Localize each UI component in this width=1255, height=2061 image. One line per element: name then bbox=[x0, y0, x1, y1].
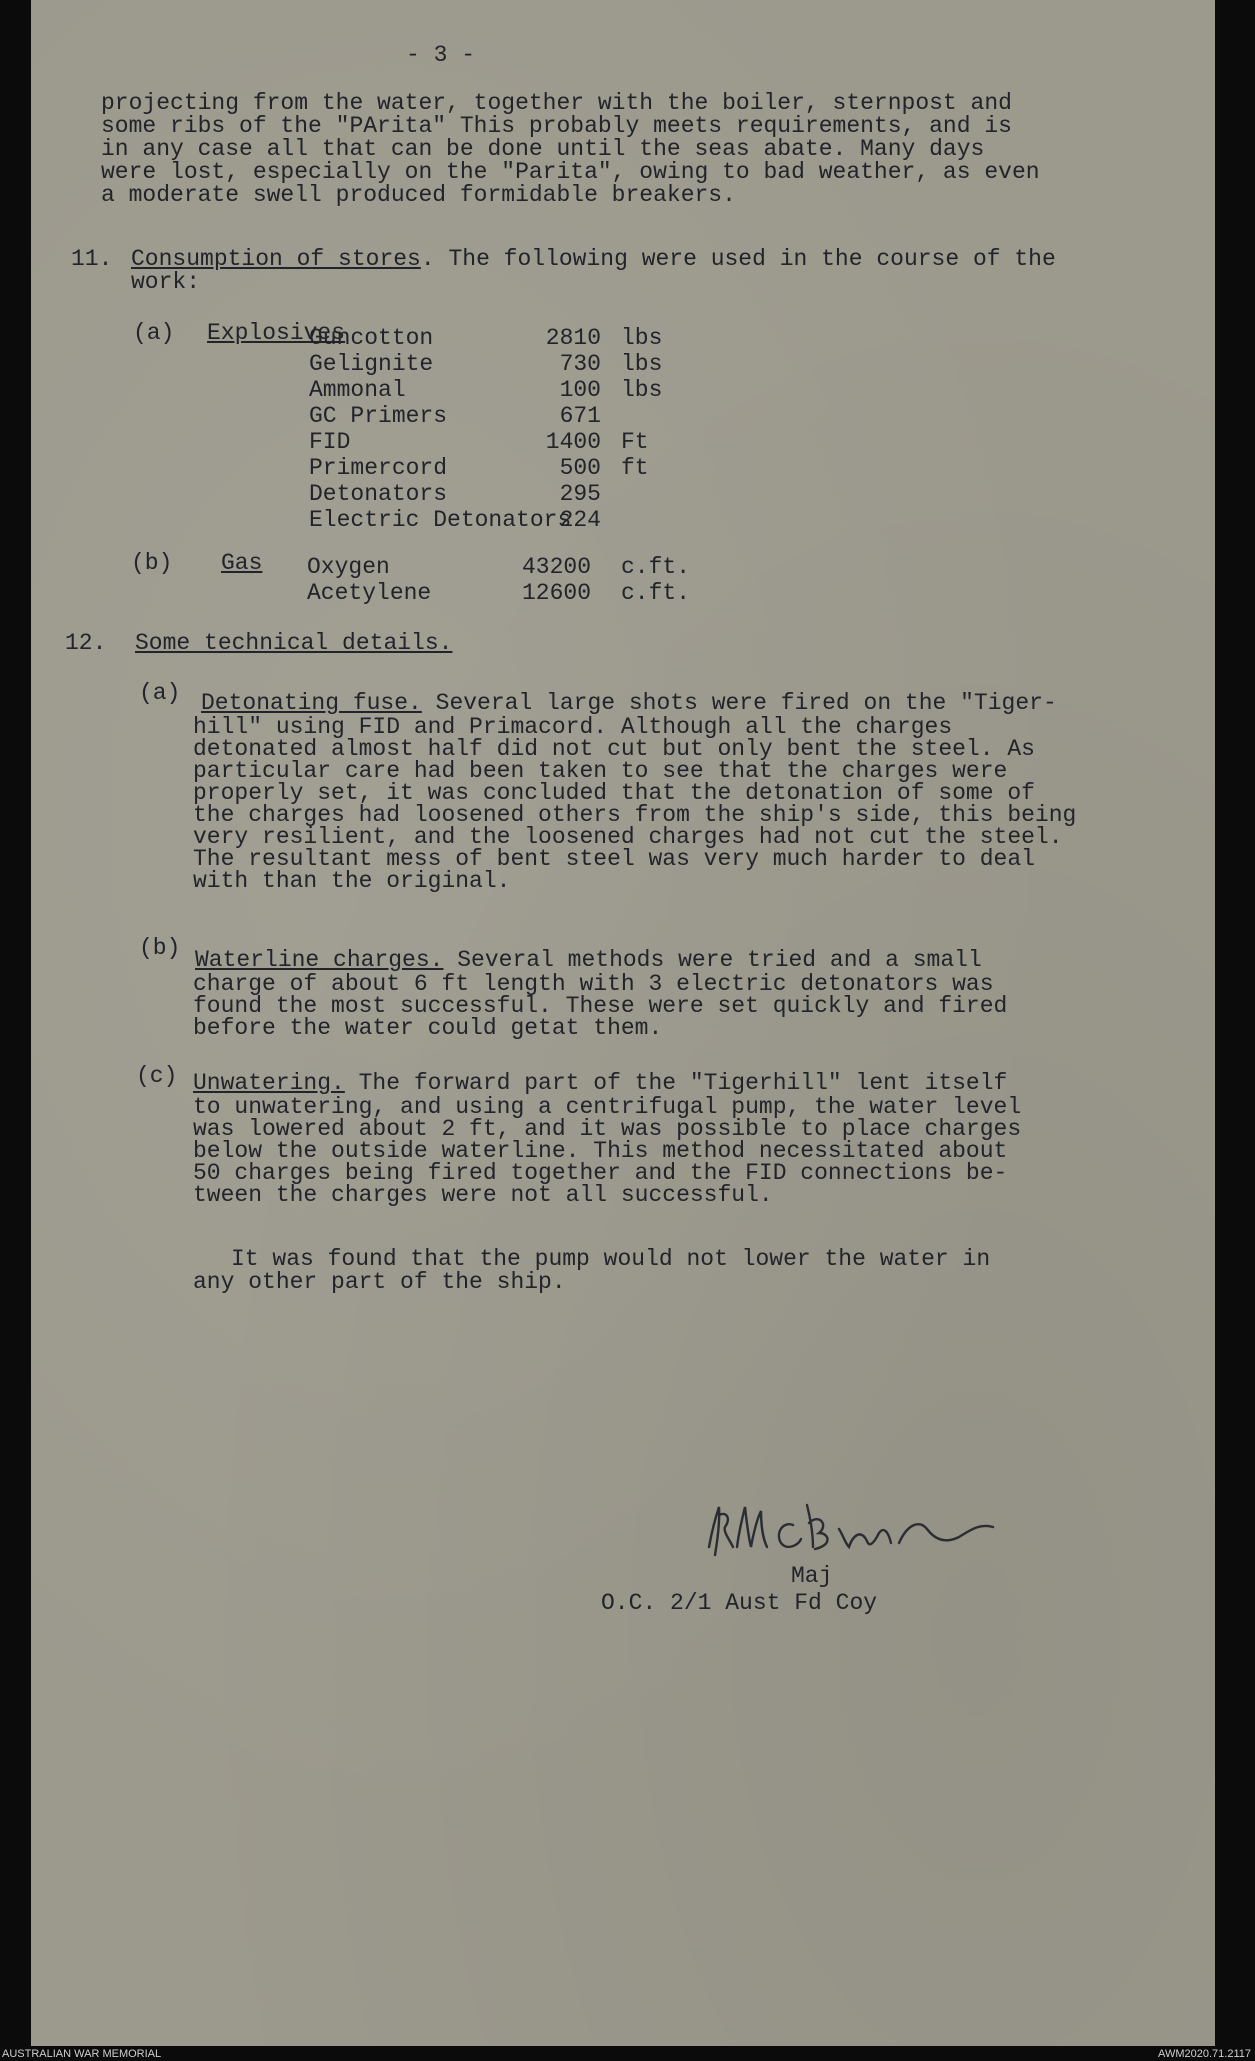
signature-rank: Maj bbox=[791, 1563, 833, 1589]
explosives-label: Explosives bbox=[207, 320, 346, 346]
item-a-line: very resilient, and the loosened charges had not cut the steel. bbox=[193, 824, 1063, 850]
item-b-line: found the most successful. These were set quickly and fired bbox=[193, 993, 1008, 1019]
explosive-item-qty: 1400 bbox=[545, 429, 601, 455]
explosive-item-qty: 671 bbox=[559, 403, 601, 429]
section-11-heading-tail: . The following were used in the course of the bbox=[420, 246, 1056, 272]
item-a-first-line bbox=[201, 690, 1057, 716]
gas-item-name: Oxygen bbox=[307, 554, 390, 580]
item-b-line: before the water could getat them. bbox=[193, 1015, 663, 1041]
explosive-item-qty: 730 bbox=[559, 351, 601, 377]
item-a-line: particular care had been taken to see that the charges were bbox=[193, 758, 1008, 784]
item-a-line: the charges had loosened others from the ship's side, this being bbox=[193, 802, 1077, 828]
intro-line: projecting from the water, together with the boiler, sternpost and bbox=[101, 90, 1012, 116]
intro-line: a moderate swell produced formidable breakers. bbox=[101, 182, 736, 208]
item-c-letter: (c) bbox=[136, 1063, 178, 1089]
intro-line: were lost, especially on the "Parita", owing to bad weather, as even bbox=[101, 159, 1040, 185]
explosive-item-qty: 224 bbox=[559, 507, 601, 533]
intro-line: some ribs of the "PArita" This probably meets requirements, and is bbox=[101, 113, 1012, 139]
explosive-item-name: GC Primers bbox=[309, 403, 448, 429]
explosive-item-unit: lbs bbox=[621, 351, 663, 377]
explosive-item-name: FID bbox=[309, 429, 351, 455]
item-b-first-line bbox=[195, 947, 982, 973]
document-page bbox=[31, 0, 1215, 2046]
gas-item-qty: 12600 bbox=[521, 580, 591, 606]
gas-item-qty: 43200 bbox=[521, 554, 591, 580]
handwritten-signature bbox=[703, 1485, 1083, 1575]
item-a-line: with than the original. bbox=[193, 868, 511, 894]
intro-line: in any case all that can be done until the seas abate. Many days bbox=[101, 136, 985, 162]
item-b-title: Waterline charges. bbox=[195, 947, 444, 973]
explosive-item-name: Electric Detonators bbox=[309, 507, 572, 533]
explosive-item-unit: Ft bbox=[621, 429, 649, 455]
footer-reference: AWM2020.71.2117 bbox=[1158, 2048, 1251, 2060]
gas-item-unit: c.ft. bbox=[621, 554, 691, 580]
explosive-item-unit: ft bbox=[621, 455, 649, 481]
item-a-title: Detonating fuse. bbox=[201, 690, 422, 716]
section-12-number: 12. bbox=[65, 630, 107, 656]
section-11-heading-line bbox=[131, 246, 1056, 272]
explosive-item-name: Ammonal bbox=[309, 377, 406, 403]
item-a-first-tail: Several large shots were fired on the "Tiger- bbox=[421, 690, 1057, 716]
explosive-item-name: Primercord bbox=[309, 455, 448, 481]
item-c-line: to unwatering, and using a centrifugal pump, the water level bbox=[193, 1094, 1022, 1120]
explosives-letter: (a) bbox=[133, 320, 175, 346]
explosive-item-qty: 295 bbox=[559, 481, 601, 507]
section-11-heading: Consumption of stores bbox=[131, 246, 421, 272]
explosive-item-qty: 500 bbox=[559, 455, 601, 481]
closing-line: any other part of the ship. bbox=[193, 1269, 566, 1295]
gas-label: Gas bbox=[221, 550, 263, 576]
item-c-line: below the outside waterline. This method necessitated about bbox=[193, 1138, 1008, 1164]
item-b-letter: (b) bbox=[139, 935, 181, 961]
explosive-item-qty: 2810 bbox=[545, 325, 601, 351]
item-c-line: tween the charges were not all successful. bbox=[193, 1182, 773, 1208]
item-c-title: Unwatering. bbox=[193, 1070, 345, 1096]
item-c-first-tail: The forward part of the "Tigerhill" lent itself bbox=[344, 1070, 1008, 1096]
section-12-heading: Some technical details. bbox=[135, 630, 453, 656]
explosive-item-unit: lbs bbox=[621, 377, 663, 403]
gas-item-name: Acetylene bbox=[307, 580, 432, 606]
item-b-first-tail: Several methods were tried and a small bbox=[443, 947, 982, 973]
explosive-item-name: Gelignite bbox=[309, 351, 434, 377]
item-a-letter: (a) bbox=[139, 680, 181, 706]
item-a-line: The resultant mess of bent steel was very much harder to deal bbox=[193, 846, 1035, 872]
page-number: - 3 - bbox=[406, 42, 476, 68]
closing-line: It was found that the pump would not lower the water in bbox=[231, 1246, 991, 1272]
item-b-line: charge of about 6 ft length with 3 electric detonators was bbox=[193, 971, 994, 997]
explosive-item-qty: 100 bbox=[559, 377, 601, 403]
explosive-item-unit: lbs bbox=[621, 325, 663, 351]
item-c-first-line bbox=[193, 1070, 1007, 1096]
section-11-line2: work: bbox=[131, 269, 201, 295]
item-a-line: properly set, it was concluded that the detonation of some of bbox=[193, 780, 1035, 806]
item-a-line: hill" using FID and Primacord. Although all the charges bbox=[193, 714, 953, 740]
gas-item-unit: c.ft. bbox=[621, 580, 691, 606]
explosive-item-name: Guncotton bbox=[309, 325, 434, 351]
item-c-line: was lowered about 2 ft, and it was possible to place charges bbox=[193, 1116, 1022, 1142]
gas-letter: (b) bbox=[131, 550, 173, 576]
item-a-line: detonated almost half did not cut but only bent the steel. As bbox=[193, 736, 1035, 762]
footer-institution: AUSTRALIAN WAR MEMORIAL bbox=[2, 2048, 162, 2060]
explosive-item-name: Detonators bbox=[309, 481, 448, 507]
section-11-number: 11. bbox=[71, 246, 113, 272]
signature-unit: O.C. 2/1 Aust Fd Coy bbox=[601, 1590, 878, 1616]
item-c-line: 50 charges being fired together and the FID connections be- bbox=[193, 1160, 1008, 1186]
